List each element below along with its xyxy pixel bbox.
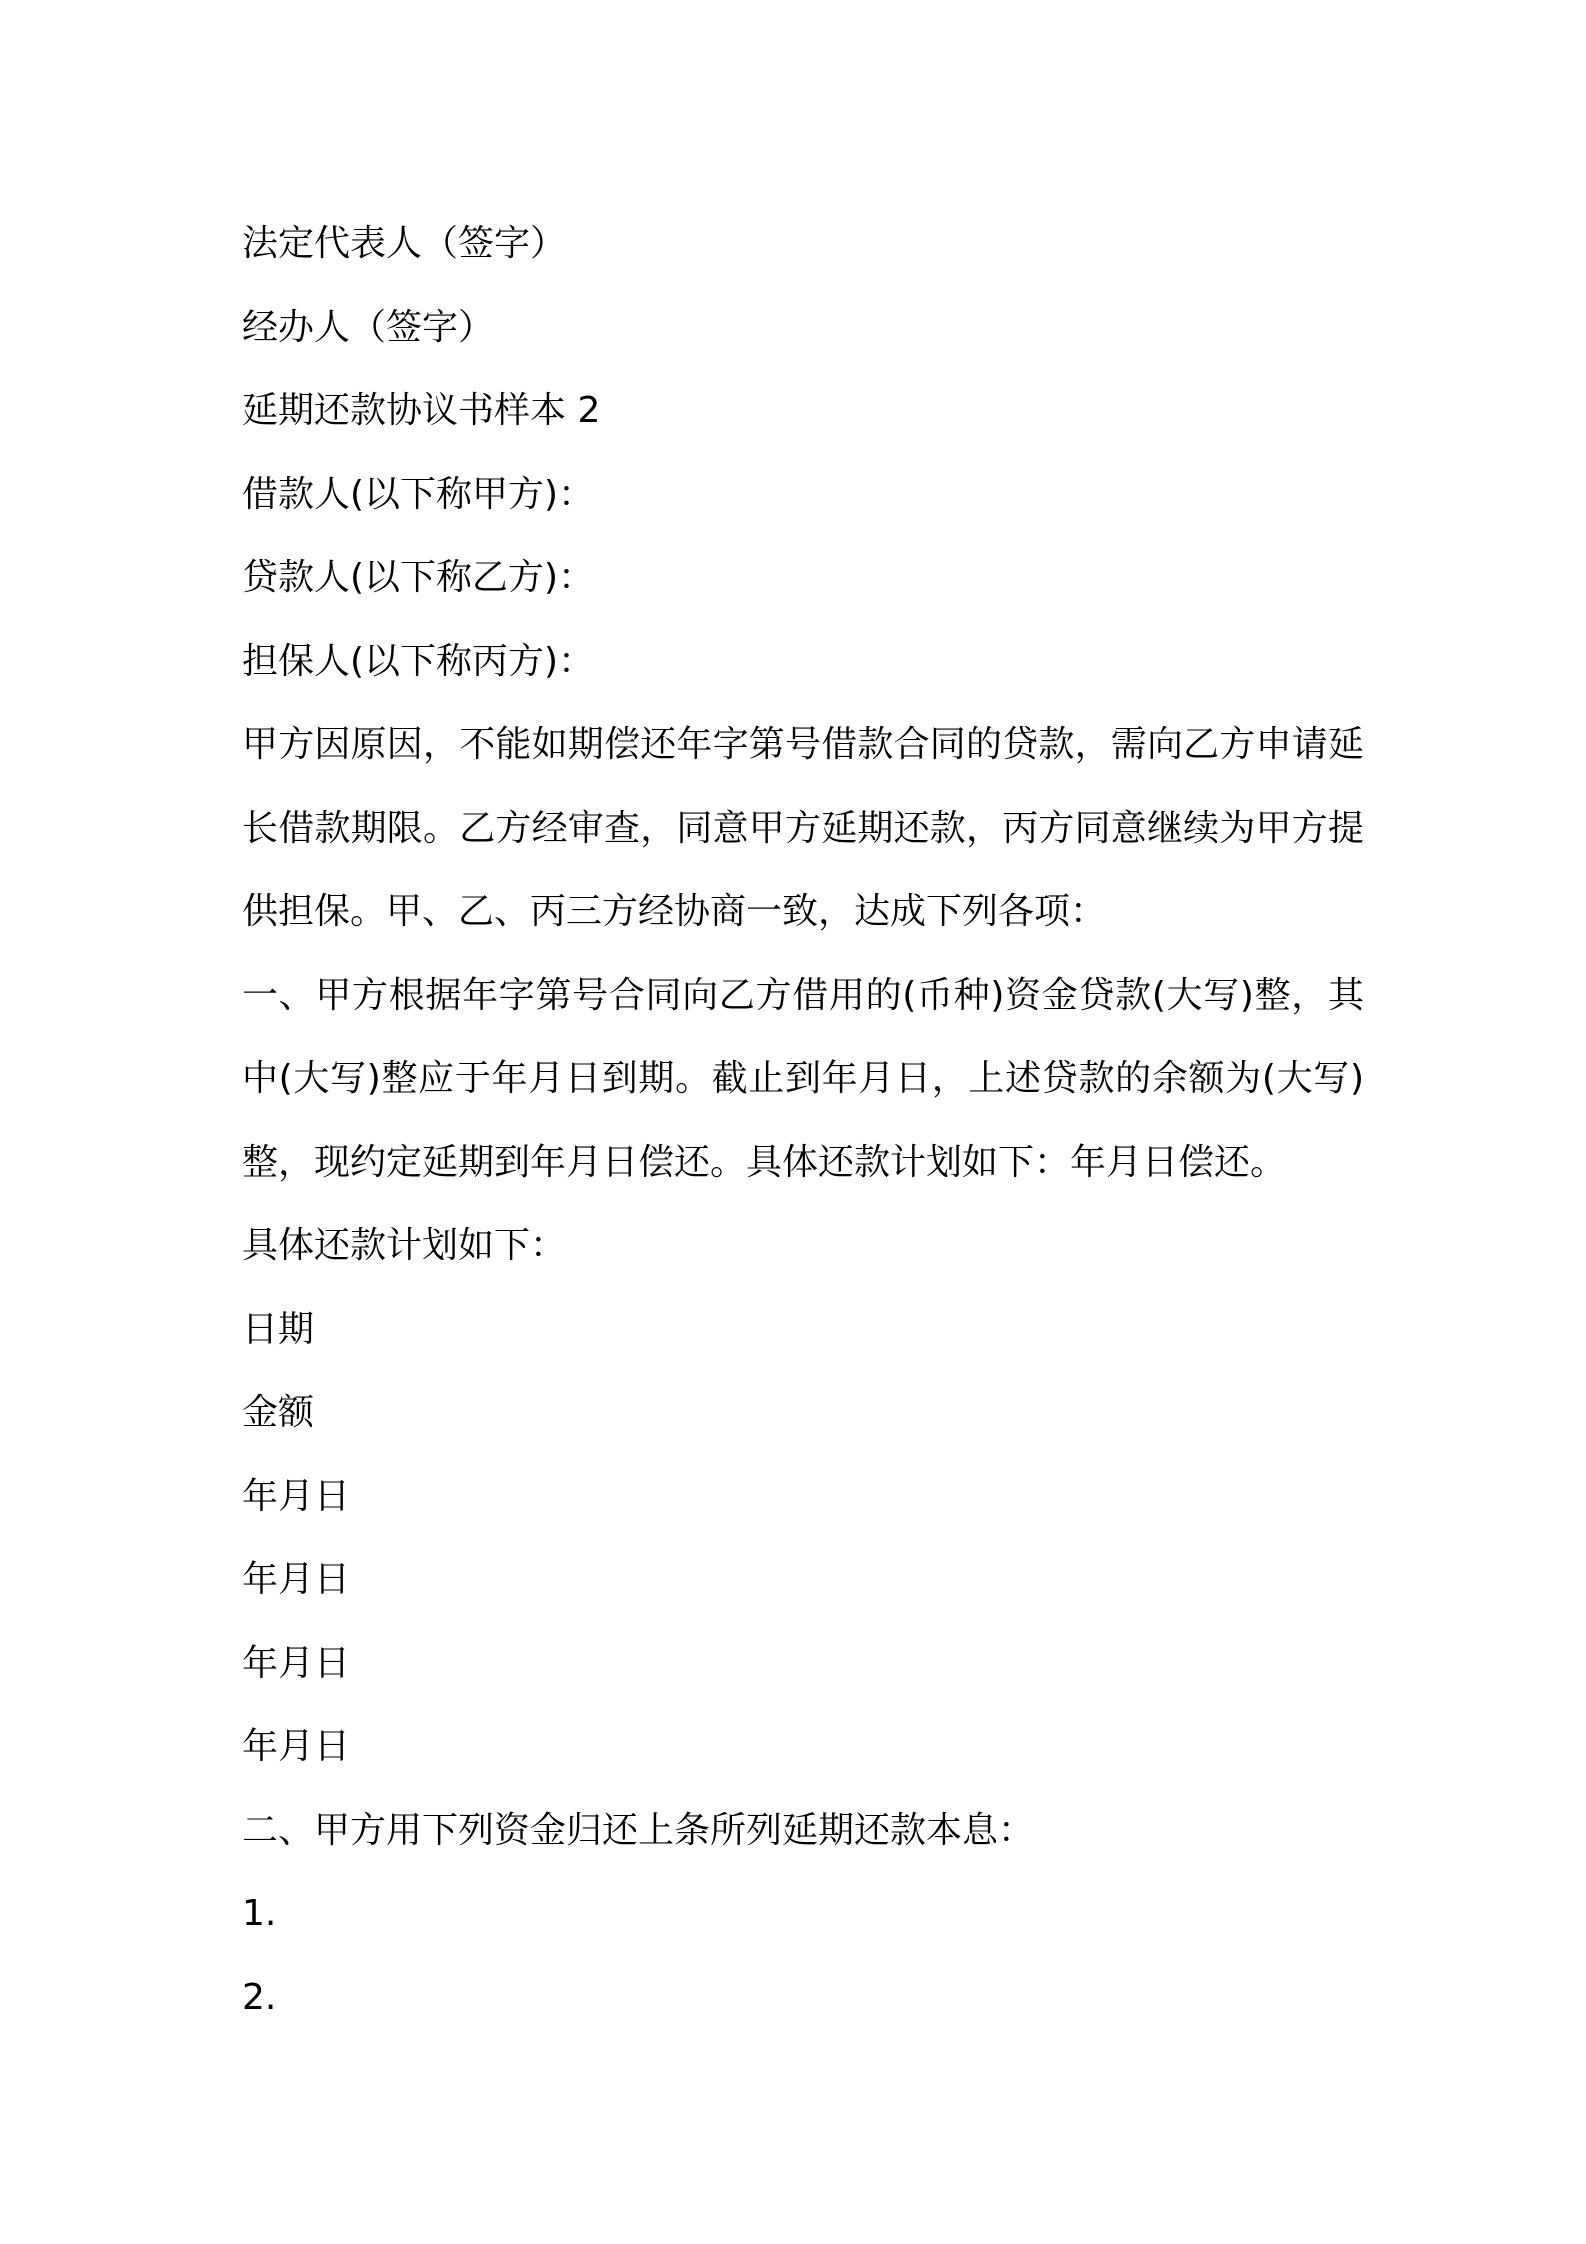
handler-signature-line: 经办人（签字）	[242, 306, 495, 348]
repayment-date-row: 年月日	[242, 1642, 351, 1684]
clause-two-heading: 二、甲方用下列资金归还上条所列延期还款本息：	[242, 1809, 1035, 1851]
borrower-line: 借款人(以下称甲方)：	[242, 473, 595, 515]
amount-column-label: 金额	[242, 1392, 315, 1433]
document-title: 延期还款协议书样本 2	[242, 390, 601, 431]
document-body	[242, 202, 1362, 2039]
repayment-date-row: 年月日	[242, 1475, 351, 1517]
agreement-intro-paragraph: 甲方因原因，不能如期偿还年字第号借款合同的贷款，需向乙方申请延长借款期限。乙方经审查，同意甲方延期还款，丙方同意继续为甲方提供担保。甲、乙、丙三方经协商一致，达成下列各项：	[242, 724, 1364, 932]
clause-one-paragraph: 一、甲方根据年字第号合同向乙方借用的(币种)资金贷款(大写)整，其中(大写)整应于年月日到期。截止到年月日，上述贷款的余额为(大写)整，现约定延期到年月日偿还。具体还款计划如下：年月日偿还。	[242, 974, 1364, 1183]
repayment-plan-heading: 具体还款计划如下：	[242, 1225, 567, 1266]
guarantor-line: 担保人(以下称丙方)：	[242, 640, 595, 682]
lender-line: 贷款人(以下称乙方)：	[242, 557, 595, 598]
list-item: 2.	[242, 1976, 277, 2018]
repayment-date-row: 年月日	[242, 1726, 351, 1767]
legal-representative-signature-line: 法定代表人（签字）	[242, 223, 567, 264]
repayment-date-row: 年月日	[242, 1559, 351, 1600]
list-item: 1.	[242, 1893, 277, 1934]
date-column-label: 日期	[242, 1308, 315, 1350]
